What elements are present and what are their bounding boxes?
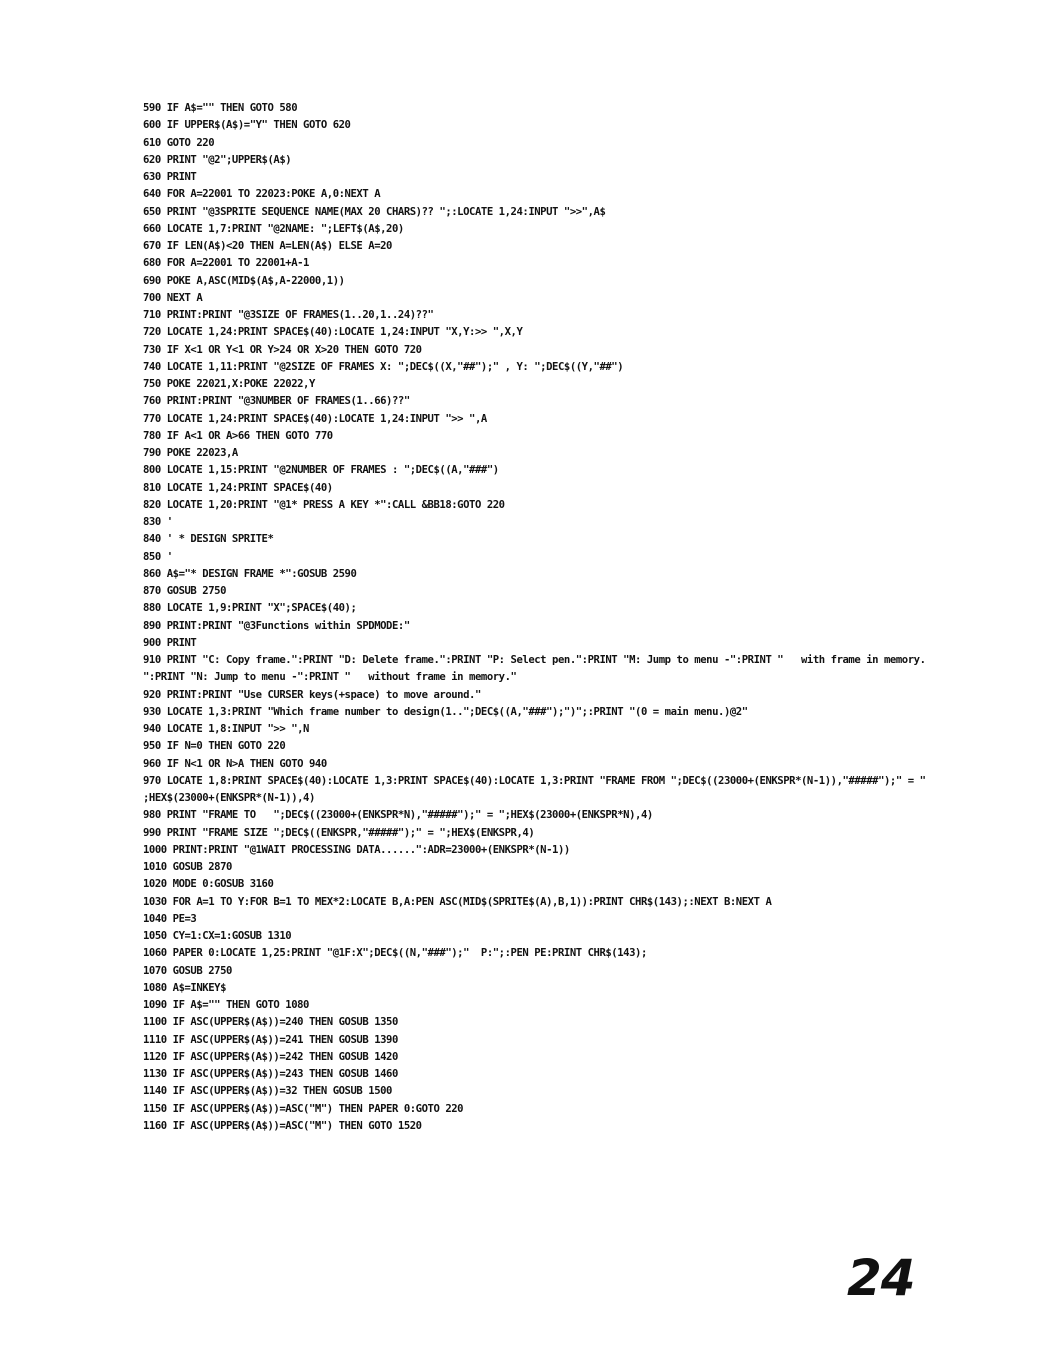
code-line: 610 GOTO 220 bbox=[143, 136, 215, 149]
code-line: 720 LOCATE 1,24:PRINT SPACE$(40):LOCATE 1,24:INPUT "X,Y:>> ",X,Y bbox=[143, 326, 523, 339]
code-line: 710 PRINT:PRINT "@3SIZE OF FRAMES(1..20,1..24)??" bbox=[143, 309, 434, 321]
code-line: 1100 IF ASC(UPPER$(A$))=240 THEN GOSUB 1350 bbox=[143, 1016, 398, 1029]
code-line: ;HEX$(23000+(ENKSPR*(N-1)),4) bbox=[143, 792, 315, 804]
code-line: 840 ' * DESIGN SPRITE* bbox=[143, 533, 274, 546]
code-line: 670 IF LEN(A$)<20 THEN A=LEN(A$) ELSE A=20 bbox=[143, 240, 392, 252]
code-line: 1080 A$=INKEY$ bbox=[143, 981, 226, 994]
code-line: 640 FOR A=22001 TO 22023:POKE A,0:NEXT A bbox=[143, 188, 381, 201]
code-line: 880 LOCATE 1,9:PRINT "X";SPACE$(40); bbox=[143, 602, 357, 615]
code-line: 1000 PRINT:PRINT "@1WAIT PROCESSING DATA......":ADR=23000+(ENKSPR*(N-1)) bbox=[143, 843, 570, 856]
code-line: 970 LOCATE 1,8:PRINT SPACE$(40):LOCATE 1,3:PRINT SPACE$(40):LOCATE 1,3:PRINT "FRAME FROM ";DEC$((23000+(ENKSPR*(N-1)),"#####");" = " bbox=[143, 774, 926, 787]
code-line: 680 FOR A=22001 TO 22001+A-1 bbox=[143, 257, 309, 270]
code-line: 790 POKE 22023,A bbox=[143, 447, 238, 459]
code-line: 750 POKE 22021,X:POKE 22022,Y bbox=[143, 378, 315, 390]
code-line: 1060 PAPER 0:LOCATE 1,25:PRINT "@1F:X";DEC$((N,"###");" P:";:PEN PE:PRINT CHR$(143); bbox=[143, 947, 647, 960]
code-line: 620 PRINT "@2";UPPER$(A$) bbox=[143, 153, 292, 166]
code-line: 690 POKE A,ASC(MID$(A$,A-22000,1)) bbox=[143, 274, 345, 287]
code-line: 600 IF UPPER$(A$)="Y" THEN GOTO 620 bbox=[143, 119, 351, 132]
code-line: 990 PRINT "FRAME SIZE ";DEC$((ENKSPR,"#####");" = ";HEX$(ENKSPR,4) bbox=[143, 826, 535, 839]
code-line: 1070 GOSUB 2750 bbox=[143, 964, 232, 977]
code-line: 910 PRINT "C: Copy frame.":PRINT "D: Delete frame.":PRINT "P: Select pen.":PRINT "M: Jump to menu -":PRINT " with frame in memory. bbox=[143, 654, 926, 666]
code-line: 810 LOCATE 1,24:PRINT SPACE$(40) bbox=[143, 481, 333, 494]
code-line: 960 IF N<1 OR N>A THEN GOTO 940 bbox=[143, 757, 327, 770]
code-line: 820 LOCATE 1,20:PRINT "@1* PRESS A KEY *":CALL &BB18:GOTO 220 bbox=[143, 498, 505, 511]
code-line: 860 A$="* DESIGN FRAME *":GOSUB 2590 bbox=[143, 567, 357, 580]
code-line: 1030 FOR A=1 TO Y:FOR B=1 TO MEX*2:LOCATE B,A:PEN ASC(MID$(SPRITE$(A),B,1)):PRINT CHR$(143);:NEXT B:NEXT A bbox=[143, 895, 772, 908]
code-line: 630 PRINT bbox=[143, 171, 197, 183]
code-line: 890 PRINT:PRINT "@3Functions within SPDMODE:" bbox=[143, 619, 410, 632]
page-number: 24 bbox=[847, 1249, 915, 1307]
code-line: 1150 IF ASC(UPPER$(A$))=ASC("M") THEN PAPER 0:GOTO 220 bbox=[143, 1102, 464, 1115]
code-line: 1110 IF ASC(UPPER$(A$))=241 THEN GOSUB 1390 bbox=[143, 1033, 398, 1046]
code-line: 1040 PE=3 bbox=[143, 912, 197, 925]
code-line: 980 PRINT "FRAME TO ";DEC$((23000+(ENKSPR*N),"#####");" = ";HEX$(23000+(ENKSPR*N),4) bbox=[143, 809, 653, 822]
code-line: 780 IF A<1 OR A>66 THEN GOTO 770 bbox=[143, 429, 333, 442]
code-line: 830 ' bbox=[143, 516, 173, 528]
code-line: 900 PRINT bbox=[143, 636, 197, 649]
code-line: 870 GOSUB 2750 bbox=[143, 585, 226, 597]
code-line: 1160 IF ASC(UPPER$(A$))=ASC("M") THEN GOTO 1520 bbox=[143, 1119, 422, 1132]
code-line: 760 PRINT:PRINT "@3NUMBER OF FRAMES(1..66)??" bbox=[143, 395, 410, 408]
code-line: 700 NEXT A bbox=[143, 291, 203, 304]
code-line: 1020 MODE 0:GOSUB 3160 bbox=[143, 878, 274, 891]
code-line: 1130 IF ASC(UPPER$(A$))=243 THEN GOSUB 1460 bbox=[143, 1068, 398, 1080]
code-line: 1140 IF ASC(UPPER$(A$))=32 THEN GOSUB 1500 bbox=[143, 1085, 392, 1098]
code-line: 650 PRINT "@3SPRITE SEQUENCE NAME(MAX 20 CHARS)?? ";:LOCATE 1,24:INPUT ">>",A$ bbox=[143, 205, 606, 218]
code-line: 950 IF N=0 THEN GOTO 220 bbox=[143, 740, 286, 753]
code-line: 1010 GOSUB 2870 bbox=[143, 861, 232, 873]
code-line: 850 ' bbox=[143, 550, 173, 563]
code-line: 800 LOCATE 1,15:PRINT "@2NUMBER OF FRAMES : ";DEC$((A,"###") bbox=[143, 464, 499, 477]
code-line: 920 PRINT:PRINT "Use CURSER keys(+space) to move around." bbox=[143, 688, 481, 701]
code-line: 590 IF A$="" THEN GOTO 580 bbox=[143, 102, 298, 114]
code-line: 770 LOCATE 1,24:PRINT SPACE$(40):LOCATE 1,24:INPUT ">> ",A bbox=[143, 412, 487, 425]
code-line: ":PRINT "N: Jump to menu -":PRINT " without frame in memory." bbox=[143, 671, 517, 684]
code-line: 660 LOCATE 1,7:PRINT "@2NAME: ";LEFT$(A$,20) bbox=[143, 222, 404, 235]
code-line: 940 LOCATE 1,8:INPUT ">> ",N bbox=[143, 723, 309, 735]
program-listing bbox=[143, 100, 943, 1135]
code-line: 1090 IF A$="" THEN GOTO 1080 bbox=[143, 999, 309, 1011]
code-line: 1050 CY=1:CX=1:GOSUB 1310 bbox=[143, 930, 292, 942]
code-line: 930 LOCATE 1,3:PRINT "Which frame number to design(1..";DEC$((A,"###");")";:PRINT "(0 = main menu.)@2" bbox=[143, 705, 748, 718]
code-line: 730 IF X<1 OR Y<1 OR Y>24 OR X>20 THEN GOTO 720 bbox=[143, 343, 422, 356]
code-line: 1120 IF ASC(UPPER$(A$))=242 THEN GOSUB 1420 bbox=[143, 1050, 398, 1063]
code-line: 740 LOCATE 1,11:PRINT "@2SIZE OF FRAMES X: ";DEC$((X,"##");" , Y: ";DEC$((Y,"##") bbox=[143, 360, 624, 373]
